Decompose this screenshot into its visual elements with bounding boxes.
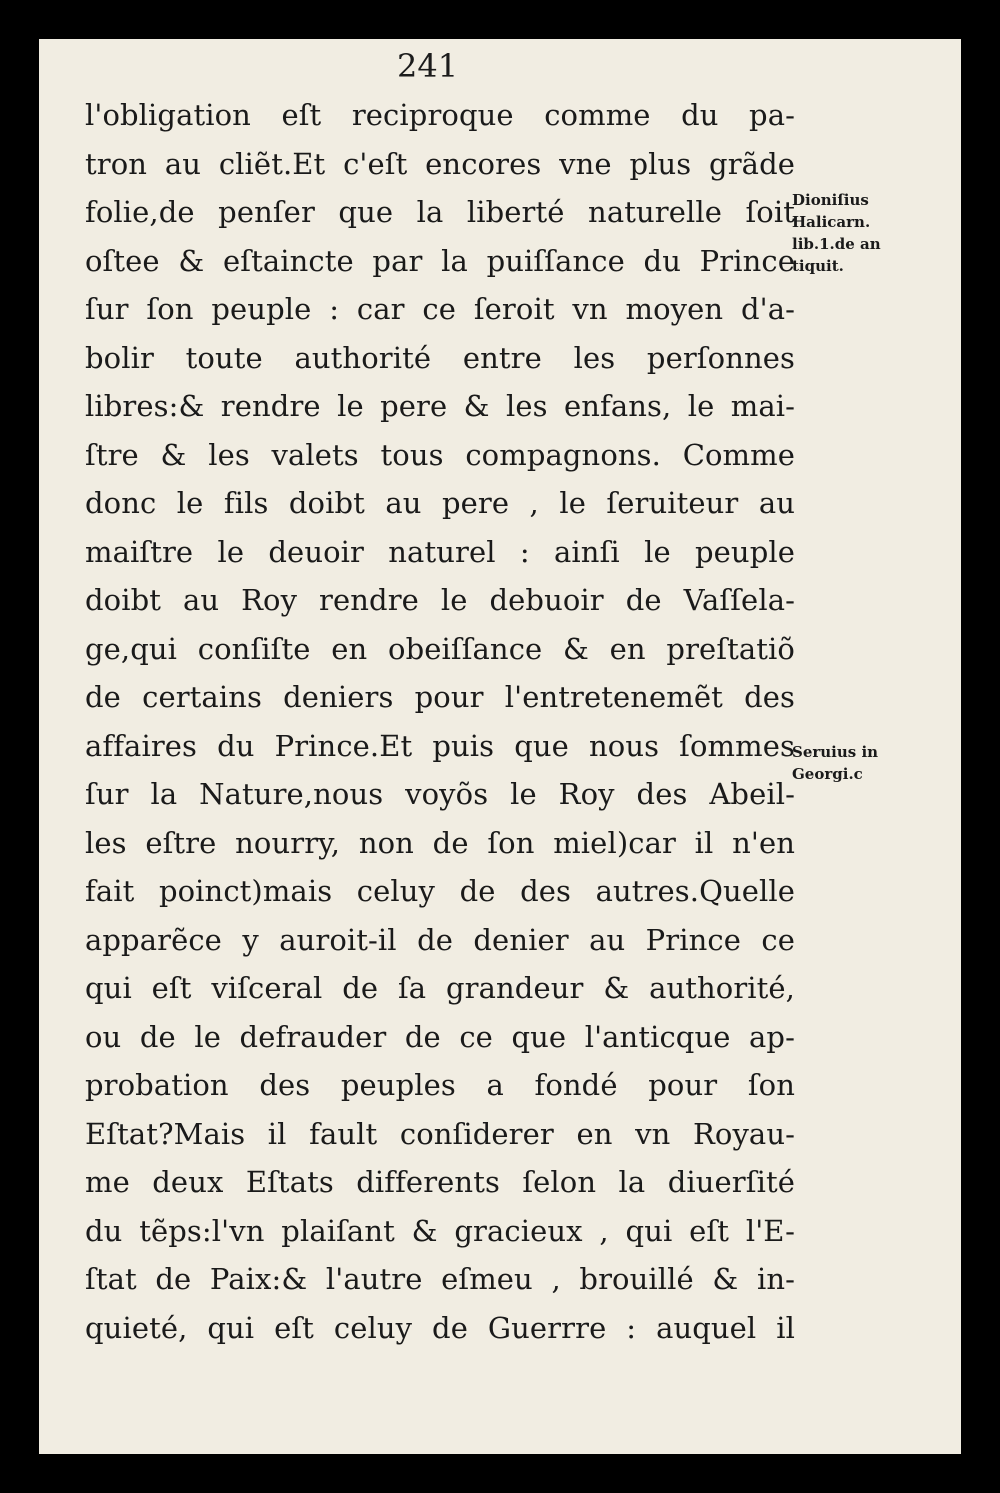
text-line: fait poinct)mais celuy de des autres.Quelle: [85, 874, 795, 908]
margin-note-line: Seruius in: [792, 743, 879, 761]
text-line: quieté, qui eſt celuy de Guerrre : auquel il: [85, 1310, 795, 1345]
text-line: folie,de penſer que la liberté naturelle ſoit: [85, 195, 795, 229]
book-page: [39, 39, 961, 1454]
text-line: oſtee & eſtaincte par la puiſſance du Prince: [85, 243, 795, 278]
text-line: les eſtre nourry, non de ſon miel)car il n'en: [85, 825, 795, 860]
text-line: qui eſt viſceral de ſa grandeur & authorité,: [85, 971, 795, 1005]
text-line: ſur la Nature,nous voyõs le Roy des Abeil-: [85, 777, 795, 811]
text-line: ou de le defrauder de ce que l'anticque ap-: [85, 1019, 795, 1054]
margin-note-dionisius: [792, 189, 881, 277]
margin-note-line: lib.1.de an: [792, 235, 881, 253]
text-line: Eſtat?Mais il fault conſiderer en vn Royau-: [85, 1116, 795, 1151]
body-text: [85, 91, 795, 1352]
text-line: ſtre & les valets tous compagnons. Comme: [85, 437, 795, 472]
text-line: de certains deniers pour l'entretenemẽt des: [85, 680, 795, 714]
text-line: bolir toute authorité entre les perſonnes: [85, 340, 795, 375]
text-line: ge,qui conſiſte en obeiſſance & en preſtatiõ: [85, 631, 795, 666]
text-line: ſtat de Paix:& l'autre eſmeu , brouillé & in-: [85, 1262, 795, 1296]
text-line: tron au cliẽt.Et c'eſt encores vne plus grãde: [85, 146, 795, 181]
text-line: affaires du Prince.Et puis que nous ſommes: [85, 728, 795, 763]
margin-note-line: Dioniſius: [792, 191, 869, 209]
margin-note-line: tiquit.: [792, 257, 844, 275]
text-line: doibt au Roy rendre le debuoir de Vaſſela-: [85, 583, 795, 617]
text-line: libres:& rendre le pere & les enfans, le mai-: [85, 389, 795, 423]
page-number: 241: [397, 47, 459, 85]
text-line: me deux Eſtats differents ſelon la diuerſité: [85, 1165, 795, 1199]
margin-note-line: Halicarn.: [792, 213, 871, 231]
text-line: probation des peuples a fondé pour ſon: [85, 1068, 795, 1102]
margin-note-seruius: [792, 741, 878, 785]
text-line: du tẽps:l'vn plaiſant & gracieux , qui eſt l'E-: [85, 1213, 795, 1248]
text-line: donc le fils doibt au pere , le ſeruiteur au: [85, 486, 795, 520]
margin-note-line: Georgi.c: [792, 765, 863, 783]
text-line: apparẽce y auroit-il de denier au Prince ce: [85, 922, 795, 957]
text-line: ſur ſon peuple : car ce ſeroit vn moyen d'a-: [85, 292, 795, 326]
text-line: maiſtre le deuoir naturel : ainſi le peuple: [85, 534, 795, 569]
text-line: l'obligation eſt reciproque comme du pa-: [85, 98, 795, 132]
